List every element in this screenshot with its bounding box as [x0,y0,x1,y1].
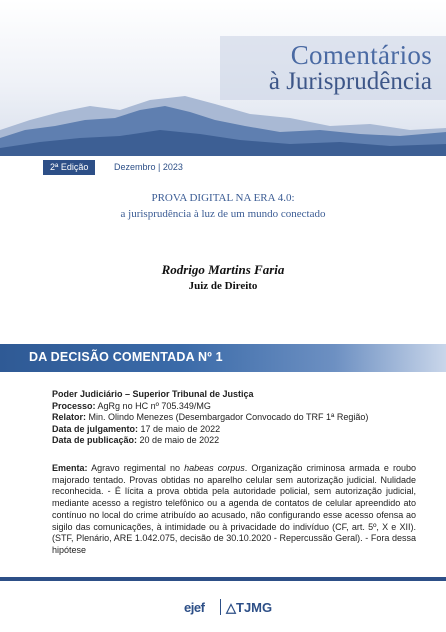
page-footer [0,581,446,632]
case-relator: Relator: Min. Olindo Menezes (Desembargador Convocado do TRF 1ª Região) [52,412,369,422]
case-info [52,389,422,447]
logo-separator [220,599,221,615]
edition-meta-row [0,160,446,176]
ejef-logo: ejef [184,600,205,615]
edition-date: Dezembro | 2023 [114,162,183,172]
case-publicacao: Data de publicação: 20 de maio de 2022 [52,435,220,445]
author-role: Juiz de Direito [188,280,258,292]
case-court: Poder Judiciário – Superior Tribunal de Justiça [52,389,254,399]
case-processo: Processo: AgRg no HC nº 705.349/MG [52,400,211,411]
tjmg-logo: △TJMG [226,600,273,615]
edition-badge: 2ª Edição [43,160,95,175]
ementa-paragraph: Ementa: Agravo regimental no habeas corpus. Organização criminosa armada e roubo majorado tentado. Provas obtidas no aparelho celular sem autorização judicial. Nulidade reconhecida. - É lícita a prova obtida pela autoridade policial, sem autorização judicial, mediante acesso a registro telefônico ou a agenda de contatos de celular apreendido ato contínuo no local do crime atribuído ao acusado, não configurando esse acesso ofensa ao sigilo das comunicações, à intimidade ou à privacidade do indivíduo (CF, art. 5º, X e XII). (STF, Plenário, ARE 1.042.075, decisão de 30.10.2020 - Repercussão Geral). - Fora dessa hipótese [52,463,416,555]
publication-title-line1: Comentários [290,40,432,70]
article-title: PROVA DIGITAL NA ERA 4.0: [151,192,295,204]
page-header [0,0,446,156]
article-subtitle: a jurisprudência à luz de um mundo conectado [120,208,326,220]
section-title: DA DECISÃO COMENTADA Nº 1 [29,350,223,364]
mountains-illustration [0,90,446,156]
ementa-label: Ementa: [52,463,88,473]
section-banner [0,344,446,372]
author-name: Rodrigo Martins Faria [161,262,285,277]
publication-title-line2: à Jurisprudência [268,68,432,95]
triangle-icon: △ [226,600,236,615]
case-julgamento: Data de julgamento: 17 de maio de 2022 [52,423,221,434]
